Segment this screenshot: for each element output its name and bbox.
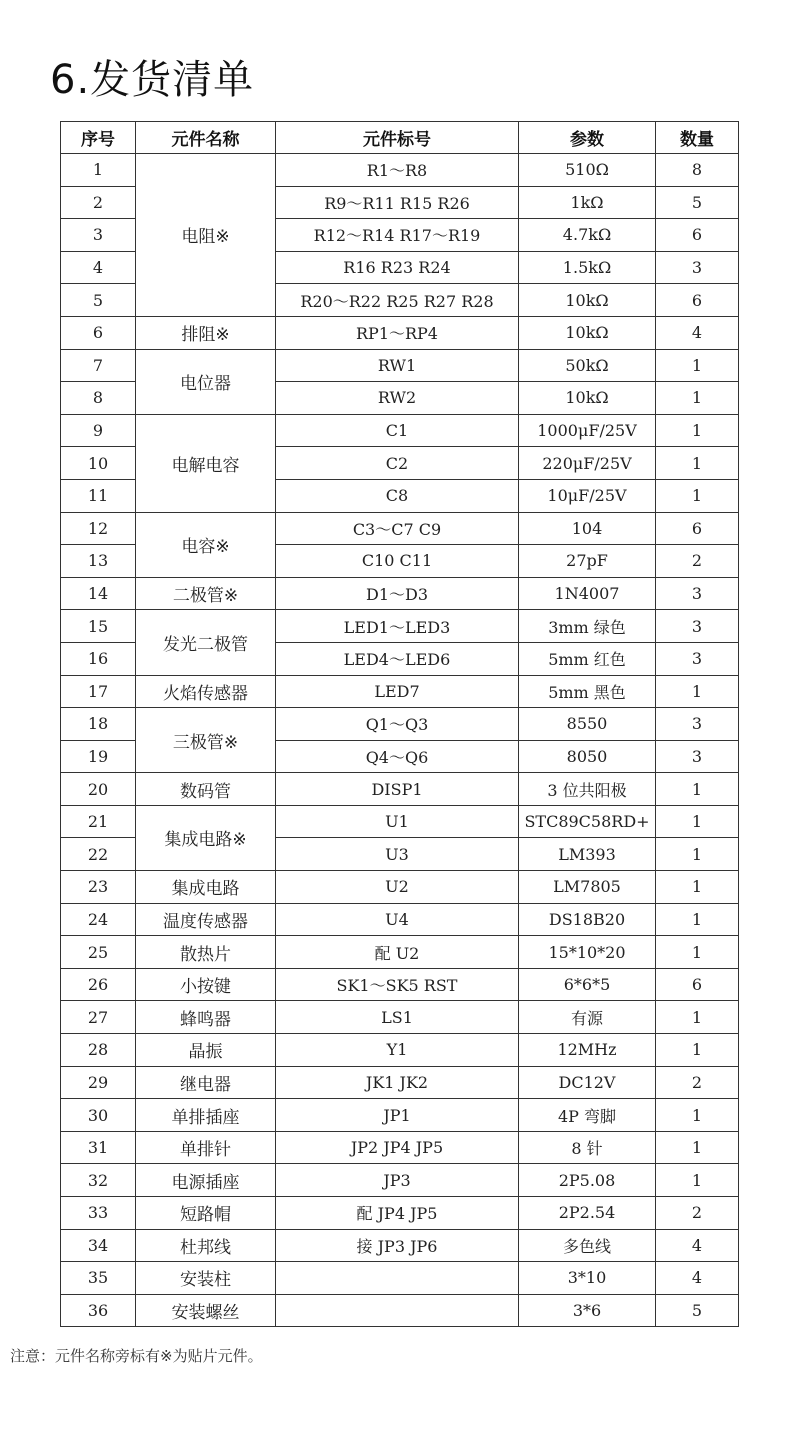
component-label-cell: C3～C7 C9 <box>276 512 519 545</box>
serial-cell: 25 <box>61 936 136 969</box>
footnote: 注意：元件名称旁标有※为贴片元件。 <box>10 1347 263 1365</box>
parameter-cell: 10kΩ <box>519 382 656 415</box>
table-row <box>61 773 739 806</box>
component-label-cell <box>276 1262 519 1295</box>
serial-cell: 35 <box>61 1262 136 1295</box>
table-row <box>61 805 739 838</box>
component-name-cell: 继电器 <box>136 1066 276 1099</box>
serial-cell: 5 <box>61 284 136 317</box>
component-label-cell: R16 R23 R24 <box>276 251 519 284</box>
page-title: 6.发货清单 <box>50 57 255 103</box>
component-label-cell: JK1 JK2 <box>276 1066 519 1099</box>
parameter-cell: 27pF <box>519 545 656 578</box>
component-name-cell: 发光二极管 <box>136 610 276 675</box>
table-row <box>61 577 739 610</box>
serial-cell: 24 <box>61 903 136 936</box>
component-label-cell: C10 C11 <box>276 545 519 578</box>
parameter-cell: 15*10*20 <box>519 936 656 969</box>
table-row <box>61 1131 739 1164</box>
parameter-cell: 1.5kΩ <box>519 251 656 284</box>
quantity-cell: 3 <box>656 610 739 643</box>
serial-cell: 34 <box>61 1229 136 1262</box>
table-row <box>61 1066 739 1099</box>
serial-cell: 3 <box>61 219 136 252</box>
header-component-name: 元件名称 <box>136 122 276 154</box>
table-row <box>61 1164 739 1197</box>
quantity-cell: 3 <box>656 740 739 773</box>
component-label-cell: R1～R8 <box>276 154 519 187</box>
table-row <box>61 1294 739 1327</box>
table-row <box>61 936 739 969</box>
quantity-cell: 1 <box>656 1001 739 1034</box>
component-label-cell: C1 <box>276 414 519 447</box>
serial-cell: 19 <box>61 740 136 773</box>
quantity-cell: 1 <box>656 414 739 447</box>
component-label-cell: U2 <box>276 871 519 904</box>
component-label-cell: C2 <box>276 447 519 480</box>
table-row <box>61 1001 739 1034</box>
serial-cell: 14 <box>61 577 136 610</box>
parameter-cell: 3*10 <box>519 1262 656 1295</box>
component-name-cell: 安装柱 <box>136 1262 276 1295</box>
parameter-cell: 220μF/25V <box>519 447 656 480</box>
component-label-cell: RW1 <box>276 349 519 382</box>
serial-cell: 13 <box>61 545 136 578</box>
serial-cell: 17 <box>61 675 136 708</box>
table-row <box>61 316 739 349</box>
component-label-cell: JP2 JP4 JP5 <box>276 1131 519 1164</box>
parameter-cell: DS18B20 <box>519 903 656 936</box>
parameter-cell: 10kΩ <box>519 284 656 317</box>
component-label-cell: JP1 <box>276 1099 519 1132</box>
parameter-cell: LM393 <box>519 838 656 871</box>
quantity-cell: 6 <box>656 284 739 317</box>
quantity-cell: 5 <box>656 1294 739 1327</box>
quantity-cell: 8 <box>656 154 739 187</box>
table-header-row <box>61 122 739 154</box>
component-label-cell: SK1～SK5 RST <box>276 968 519 1001</box>
serial-cell: 28 <box>61 1034 136 1067</box>
parameter-cell: 10μF/25V <box>519 479 656 512</box>
parameter-cell: 12MHz <box>519 1034 656 1067</box>
component-label-cell: RP1～RP4 <box>276 316 519 349</box>
parameter-cell: 510Ω <box>519 154 656 187</box>
quantity-cell: 1 <box>656 805 739 838</box>
parameter-cell: 5mm 黑色 <box>519 675 656 708</box>
table-row <box>61 349 739 382</box>
component-name-cell: 电容※ <box>136 512 276 577</box>
quantity-cell: 2 <box>656 545 739 578</box>
component-name-cell: 单排针 <box>136 1131 276 1164</box>
parameter-cell: 104 <box>519 512 656 545</box>
component-name-cell: 电阻※ <box>136 154 276 317</box>
table-row <box>61 1262 739 1295</box>
table-row <box>61 1229 739 1262</box>
table-row <box>61 903 739 936</box>
serial-cell: 27 <box>61 1001 136 1034</box>
parameter-cell: 50kΩ <box>519 349 656 382</box>
table-row <box>61 512 739 545</box>
component-name-cell: 电位器 <box>136 349 276 414</box>
component-label-cell: 接 JP3 JP6 <box>276 1229 519 1262</box>
table-row <box>61 968 739 1001</box>
component-label-cell: R9～R11 R15 R26 <box>276 186 519 219</box>
quantity-cell: 1 <box>656 936 739 969</box>
component-name-cell: 安装螺丝 <box>136 1294 276 1327</box>
parameter-cell: 6*6*5 <box>519 968 656 1001</box>
parameter-cell: 3*6 <box>519 1294 656 1327</box>
component-name-cell: 数码管 <box>136 773 276 806</box>
component-name-cell: 晶振 <box>136 1034 276 1067</box>
component-label-cell: U4 <box>276 903 519 936</box>
component-name-cell: 集成电路※ <box>136 805 276 870</box>
parameter-cell: 4P 弯脚 <box>519 1099 656 1132</box>
component-label-cell: Q1～Q3 <box>276 708 519 741</box>
quantity-cell: 1 <box>656 1131 739 1164</box>
serial-cell: 33 <box>61 1197 136 1230</box>
quantity-cell: 1 <box>656 773 739 806</box>
serial-cell: 1 <box>61 154 136 187</box>
component-label-cell <box>276 1294 519 1327</box>
serial-cell: 6 <box>61 316 136 349</box>
quantity-cell: 1 <box>656 838 739 871</box>
component-label-cell: LS1 <box>276 1001 519 1034</box>
serial-cell: 32 <box>61 1164 136 1197</box>
quantity-cell: 1 <box>656 1099 739 1132</box>
table-row <box>61 1034 739 1067</box>
quantity-cell: 4 <box>656 316 739 349</box>
serial-cell: 2 <box>61 186 136 219</box>
serial-cell: 23 <box>61 871 136 904</box>
component-name-cell: 单排插座 <box>136 1099 276 1132</box>
component-label-cell: 配 U2 <box>276 936 519 969</box>
table-row <box>61 414 739 447</box>
serial-cell: 31 <box>61 1131 136 1164</box>
table-body <box>61 154 739 1327</box>
parameter-cell: LM7805 <box>519 871 656 904</box>
header-quantity: 数量 <box>656 122 739 154</box>
shipping-list-table <box>60 121 739 1327</box>
serial-cell: 16 <box>61 642 136 675</box>
quantity-cell: 1 <box>656 382 739 415</box>
quantity-cell: 6 <box>656 512 739 545</box>
parameter-cell: 8 针 <box>519 1131 656 1164</box>
quantity-cell: 6 <box>656 219 739 252</box>
serial-cell: 9 <box>61 414 136 447</box>
quantity-cell: 3 <box>656 251 739 284</box>
serial-cell: 22 <box>61 838 136 871</box>
component-name-cell: 散热片 <box>136 936 276 969</box>
quantity-cell: 4 <box>656 1262 739 1295</box>
table-row <box>61 1197 739 1230</box>
serial-cell: 12 <box>61 512 136 545</box>
component-name-cell: 排阻※ <box>136 316 276 349</box>
serial-cell: 20 <box>61 773 136 806</box>
component-label-cell: DISP1 <box>276 773 519 806</box>
component-name-cell: 三极管※ <box>136 708 276 773</box>
component-label-cell: C8 <box>276 479 519 512</box>
parameter-cell: 1kΩ <box>519 186 656 219</box>
parameter-cell: 10kΩ <box>519 316 656 349</box>
quantity-cell: 5 <box>656 186 739 219</box>
parameter-cell: 2P5.08 <box>519 1164 656 1197</box>
component-name-cell: 集成电路 <box>136 871 276 904</box>
component-label-cell: U1 <box>276 805 519 838</box>
component-name-cell: 二极管※ <box>136 577 276 610</box>
quantity-cell: 6 <box>656 968 739 1001</box>
serial-cell: 10 <box>61 447 136 480</box>
component-label-cell: LED1～LED3 <box>276 610 519 643</box>
parameter-cell: STC89C58RD+ <box>519 805 656 838</box>
serial-cell: 8 <box>61 382 136 415</box>
quantity-cell: 1 <box>656 1034 739 1067</box>
component-name-cell: 杜邦线 <box>136 1229 276 1262</box>
serial-cell: 36 <box>61 1294 136 1327</box>
serial-cell: 26 <box>61 968 136 1001</box>
serial-cell: 11 <box>61 479 136 512</box>
component-label-cell: JP3 <box>276 1164 519 1197</box>
table-row <box>61 610 739 643</box>
parameter-cell: 1N4007 <box>519 577 656 610</box>
table-row <box>61 1099 739 1132</box>
serial-cell: 30 <box>61 1099 136 1132</box>
parameter-cell: 多色线 <box>519 1229 656 1262</box>
quantity-cell: 1 <box>656 349 739 382</box>
component-name-cell: 蜂鸣器 <box>136 1001 276 1034</box>
parameter-cell: 8050 <box>519 740 656 773</box>
component-label-cell: R20～R22 R25 R27 R28 <box>276 284 519 317</box>
component-label-cell: 配 JP4 JP5 <box>276 1197 519 1230</box>
header-parameter: 参数 <box>519 122 656 154</box>
serial-cell: 18 <box>61 708 136 741</box>
quantity-cell: 2 <box>656 1066 739 1099</box>
serial-cell: 29 <box>61 1066 136 1099</box>
table-row <box>61 871 739 904</box>
quantity-cell: 4 <box>656 1229 739 1262</box>
component-name-cell: 小按键 <box>136 968 276 1001</box>
serial-cell: 15 <box>61 610 136 643</box>
quantity-cell: 1 <box>656 1164 739 1197</box>
quantity-cell: 2 <box>656 1197 739 1230</box>
parameter-cell: DC12V <box>519 1066 656 1099</box>
quantity-cell: 1 <box>656 903 739 936</box>
quantity-cell: 1 <box>656 479 739 512</box>
component-label-cell: R12～R14 R17～R19 <box>276 219 519 252</box>
component-name-cell: 电源插座 <box>136 1164 276 1197</box>
component-label-cell: Q4～Q6 <box>276 740 519 773</box>
parameter-cell: 5mm 红色 <box>519 642 656 675</box>
component-label-cell: D1～D3 <box>276 577 519 610</box>
component-name-cell: 电解电容 <box>136 414 276 512</box>
quantity-cell: 3 <box>656 577 739 610</box>
table-row <box>61 154 739 187</box>
quantity-cell: 1 <box>656 871 739 904</box>
header-component-label: 元件标号 <box>276 122 519 154</box>
table-row <box>61 708 739 741</box>
component-label-cell: U3 <box>276 838 519 871</box>
serial-cell: 4 <box>61 251 136 284</box>
parameter-cell: 2P2.54 <box>519 1197 656 1230</box>
quantity-cell: 3 <box>656 642 739 675</box>
component-label-cell: Y1 <box>276 1034 519 1067</box>
component-label-cell: LED7 <box>276 675 519 708</box>
parameter-cell: 有源 <box>519 1001 656 1034</box>
quantity-cell: 1 <box>656 447 739 480</box>
quantity-cell: 3 <box>656 708 739 741</box>
serial-cell: 21 <box>61 805 136 838</box>
serial-cell: 7 <box>61 349 136 382</box>
component-name-cell: 短路帽 <box>136 1197 276 1230</box>
component-label-cell: RW2 <box>276 382 519 415</box>
parameter-cell: 8550 <box>519 708 656 741</box>
quantity-cell: 1 <box>656 675 739 708</box>
parameter-cell: 1000μF/25V <box>519 414 656 447</box>
parameter-cell: 4.7kΩ <box>519 219 656 252</box>
parameter-cell: 3mm 绿色 <box>519 610 656 643</box>
parameter-cell: 3 位共阳极 <box>519 773 656 806</box>
component-name-cell: 温度传感器 <box>136 903 276 936</box>
header-serial: 序号 <box>61 122 136 154</box>
component-name-cell: 火焰传感器 <box>136 675 276 708</box>
component-label-cell: LED4～LED6 <box>276 642 519 675</box>
table-row <box>61 675 739 708</box>
